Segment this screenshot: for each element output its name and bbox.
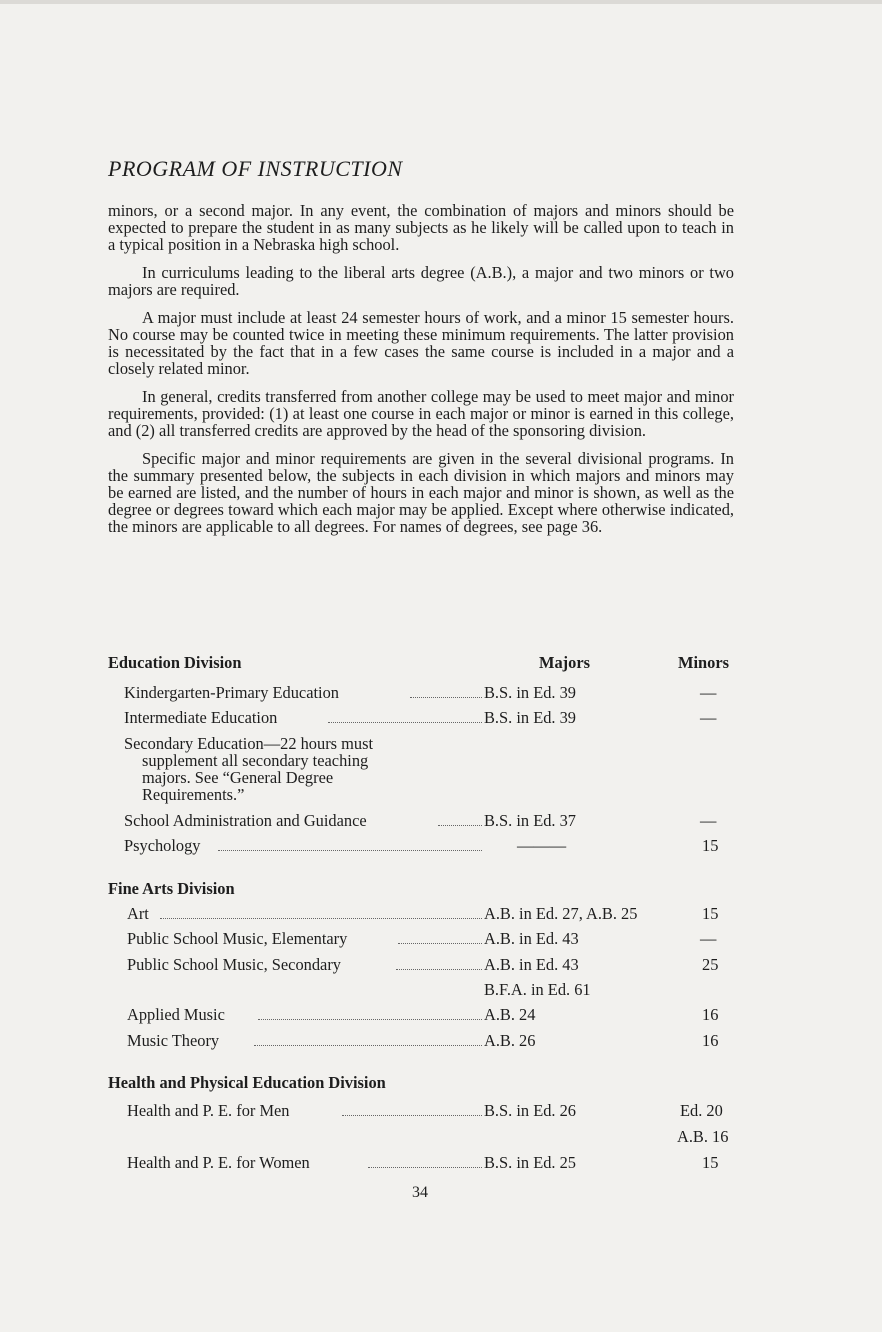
division-heading-health-pe: Health and Physical Education Division <box>108 1073 386 1092</box>
dot-leader <box>342 1115 482 1116</box>
paragraph: In curriculums leading to the liberal arts degree (A.B.), a major and two minors or two majors are required. <box>108 263 734 299</box>
table-row-subject: Applied Music <box>127 1005 225 1024</box>
page-top-edge <box>0 0 882 4</box>
note-line: Requirements.” <box>142 785 245 804</box>
table-row-subject: Psychology <box>124 836 201 855</box>
table-row-subject: Kindergarten-Primary Education <box>124 683 339 702</box>
table-row-subject: School Administration and Guidance <box>124 811 367 830</box>
table-row-subject-note <box>124 735 373 803</box>
table-row-subject: Health and P. E. for Men <box>127 1101 290 1120</box>
dot-leader <box>398 943 482 944</box>
dot-leader <box>328 722 482 723</box>
table-row-major: B.S. in Ed. 39 <box>484 708 576 727</box>
table-row-minor: — <box>700 708 717 727</box>
table-row-subject: Public School Music, Elementary <box>127 929 348 948</box>
column-header-minors: Minors <box>678 653 729 672</box>
note-line: Secondary Education—22 hours must <box>124 734 374 753</box>
table-row-subject: Art <box>127 904 149 923</box>
note-line: supplement all secondary teaching <box>142 751 369 770</box>
table-row-major: B.S. in Ed. 37 <box>484 811 576 830</box>
paragraph: minors, or a second major. In any event, the combination of majors and minors should be expected to prepare the student in as many subjects as he likely will be called upon to teach in a typical position in a Nebraska high school. <box>108 201 734 254</box>
table-row-major: A.B. in Ed. 43 <box>484 929 579 948</box>
table-row-major: ——— <box>517 836 567 855</box>
dot-leader <box>396 969 482 970</box>
table-row-minor: 16 <box>702 1031 719 1050</box>
table-row-major: B.S. in Ed. 39 <box>484 683 576 702</box>
table-row-minor: — <box>700 683 717 702</box>
paragraph: A major must include at least 24 semester hours of work, and a minor 15 semester hours. No course may be counted twice in meeting these minimum requirements. The latter provision is necessitated by the fact that in a few cases the same course is included in a major and a closely related minor. <box>108 308 734 378</box>
table-row-minor: Ed. 20 <box>680 1101 723 1120</box>
table-row-subject: Health and P. E. for Women <box>127 1153 310 1172</box>
dot-leader <box>410 697 482 698</box>
table-row-major: B.S. in Ed. 25 <box>484 1153 576 1172</box>
table-row-major: A.B. 24 <box>484 1005 536 1024</box>
table-row-major: B.S. in Ed. 26 <box>484 1101 576 1120</box>
table-row-subject: Intermediate Education <box>124 708 278 727</box>
dot-leader <box>254 1045 482 1046</box>
table-row-minor: 15 <box>702 836 719 855</box>
division-heading-fine-arts: Fine Arts Division <box>108 879 235 898</box>
dot-leader <box>258 1019 482 1020</box>
body-text <box>108 202 734 546</box>
table-row-major: A.B. in Ed. 43 <box>484 955 579 974</box>
table-row-minor: — <box>700 811 717 830</box>
paragraph: Specific major and minor requirements are given in the several divisional programs. In the summary presented below, the subjects in each division in which majors and minors may be earned are listed, and the number of hours in each major and minor is shown, as well as the degree or degrees toward which each major may be applied. Except where otherwise indicated, the minors are applicable to all degrees. For names of degrees, see page 36. <box>108 449 734 536</box>
table-row-minor: 15 <box>702 904 719 923</box>
page-number: 34 <box>412 1184 428 1201</box>
table-row-major-extra: B.F.A. in Ed. 61 <box>484 980 591 999</box>
dot-leader <box>218 850 482 851</box>
paragraph: In general, credits transferred from another college may be used to meet major and minor requirements, provided: (1) at least one course in each major or minor is earned in this college, and (2) all transferred credits are approved by the head of the sponsoring division. <box>108 387 734 440</box>
table-row-minor-extra: A.B. 16 <box>677 1127 729 1146</box>
table-row-minor: 15 <box>702 1153 719 1172</box>
dot-leader <box>438 825 482 826</box>
table-row-minor: — <box>700 929 717 948</box>
table-row-major: A.B. 26 <box>484 1031 536 1050</box>
column-header-majors: Majors <box>539 653 590 672</box>
dot-leader <box>160 918 482 919</box>
page-title: PROGRAM OF INSTRUCTION <box>108 156 403 181</box>
division-heading-education: Education Division <box>108 653 242 672</box>
table-row-minor: 16 <box>702 1005 719 1024</box>
table-row-subject: Music Theory <box>127 1031 220 1050</box>
dot-leader <box>368 1167 482 1168</box>
table-row-minor: 25 <box>702 955 719 974</box>
table-row-major: A.B. in Ed. 27, A.B. 25 <box>484 904 638 923</box>
table-row-subject: Public School Music, Secondary <box>127 955 341 974</box>
note-line: majors. See “General Degree <box>142 768 334 787</box>
